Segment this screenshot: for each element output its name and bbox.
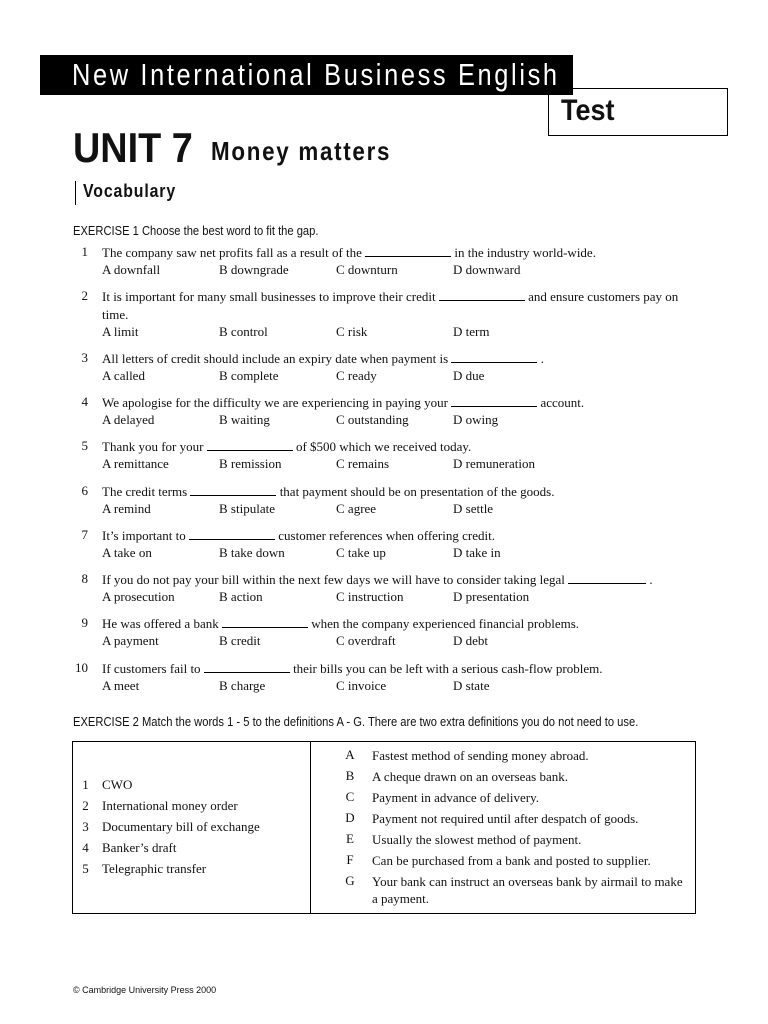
question-number: 9 [81, 615, 88, 630]
unit-title: Money matters [211, 136, 392, 166]
option-d[interactable]: D presentation [453, 589, 530, 604]
question-text: If you do not pay your bill within the next few days we will have to consider taking legal . [102, 572, 653, 587]
question-text: He was offered a bank when the company experienced financial problems. [102, 616, 580, 631]
option-b[interactable]: B action [219, 589, 263, 604]
test-label: Test [561, 94, 615, 127]
option-d[interactable]: D owing [453, 412, 499, 427]
question-text: It is important for many small businesses to improve their credit and ensure customers pay on time. [102, 289, 679, 322]
options [102, 262, 702, 278]
option-b[interactable]: B credit [219, 633, 261, 648]
word-item: 3 Documentary bill of exchange [82, 819, 260, 834]
option-a[interactable]: A take on [102, 545, 152, 560]
question-number: 5 [81, 438, 88, 453]
question-number: 1 [81, 244, 88, 259]
question-number: 7 [81, 527, 88, 542]
answer-blank[interactable] [207, 438, 293, 451]
answer-blank[interactable] [222, 615, 308, 628]
option-a[interactable]: A remittance [102, 456, 169, 471]
options [102, 456, 702, 472]
question-text: Thank you for your of $500 which we received today. [102, 439, 472, 454]
option-b[interactable]: B stipulate [219, 501, 275, 516]
answer-blank[interactable] [189, 527, 275, 540]
option-b[interactable]: B charge [219, 678, 266, 693]
section-heading [75, 181, 189, 205]
options [102, 589, 702, 605]
section-title: Vocabulary [83, 181, 177, 201]
option-c[interactable]: C invoice [336, 678, 387, 693]
option-c[interactable]: C risk [336, 324, 368, 339]
book-title: New International Business English [72, 57, 560, 92]
answer-blank[interactable] [568, 571, 646, 584]
unit-heading [73, 124, 392, 172]
question-number: 3 [81, 350, 88, 365]
option-c[interactable]: C instruction [336, 589, 404, 604]
option-b[interactable]: B waiting [219, 412, 270, 427]
question-number: 4 [81, 394, 88, 409]
answer-blank[interactable] [365, 244, 451, 257]
option-c[interactable]: C take up [336, 545, 386, 560]
option-a[interactable]: A meet [102, 678, 140, 693]
question-text: The credit terms that payment should be on presentation of the goods. [102, 484, 555, 499]
matching-table: 1 CWO 2 International money order 3 Documentary bill of exchange 4 Banker’s draft 5 Telegraphic transfer A Fastest method of sending money abroad. B A cheque drawn on an overseas bank. C Payment in advance of delivery. D Payment not required until after despatch of goods. E Usually the slowest method of payment. F Can be purchased from a bank and posted to supplier. G Your bank can instruct an overseas bank by airmail to make a payment. [72, 741, 696, 914]
option-d[interactable]: D term [453, 324, 490, 339]
options [102, 368, 702, 384]
word-item: 5 Telegraphic transfer [82, 861, 207, 876]
question-text: The company saw net profits fall as a result of the in the industry world-wide. [102, 245, 596, 260]
word-item: 2 International money order [82, 798, 238, 813]
options [102, 545, 702, 561]
exercise2-instruction: EXERCISE 2 Match the words 1 - 5 to the definitions A - G. There are two extra definitions you do not need to use. [73, 714, 639, 729]
word-item: 1 CWO [82, 777, 133, 792]
option-d[interactable]: D remuneration [453, 456, 535, 471]
option-a[interactable]: A called [102, 368, 145, 383]
option-c[interactable]: C agree [336, 501, 377, 516]
option-b[interactable]: B control [219, 324, 268, 339]
question-text: If customers fail to their bills you can be left with a serious cash-flow problem. [102, 661, 603, 676]
test-label-box [548, 88, 728, 136]
question-number: 10 [75, 660, 88, 675]
option-c[interactable]: C remains [336, 456, 390, 471]
option-c[interactable]: C overdraft [336, 633, 396, 648]
answer-blank[interactable] [439, 288, 525, 301]
option-b[interactable]: B downgrade [219, 262, 289, 277]
options [102, 678, 702, 694]
option-c[interactable]: C ready [336, 368, 377, 383]
question-number: 6 [81, 483, 88, 498]
option-c[interactable]: C downturn [336, 262, 398, 277]
option-d[interactable]: D downward [453, 262, 521, 277]
unit-number: UNIT 7 [73, 124, 193, 171]
option-b[interactable]: B remission [219, 456, 282, 471]
options [102, 324, 702, 340]
option-c[interactable]: C outstanding [336, 412, 409, 427]
option-d[interactable]: D take in [453, 545, 501, 560]
option-a[interactable]: A payment [102, 633, 159, 648]
title-banner [40, 55, 573, 95]
answer-blank[interactable] [190, 483, 276, 496]
question-number: 8 [81, 571, 88, 586]
option-d[interactable]: D due [453, 368, 485, 383]
options [102, 501, 702, 517]
question-number: 2 [81, 288, 88, 303]
options [102, 633, 702, 649]
option-a[interactable]: A remind [102, 501, 151, 516]
question-text: We apologise for the difficulty we are experiencing in paying your account. [102, 395, 585, 410]
option-a[interactable]: A delayed [102, 412, 155, 427]
option-d[interactable]: D state [453, 678, 490, 693]
answer-blank[interactable] [451, 394, 537, 407]
option-b[interactable]: B take down [219, 545, 285, 560]
option-a[interactable]: A limit [102, 324, 139, 339]
options [102, 412, 702, 428]
question-text: All letters of credit should include an expiry date when payment is . [102, 351, 544, 366]
question-text: It’s important to customer references when offering credit. [102, 528, 495, 543]
word-item: 4 Banker’s draft [82, 840, 177, 855]
option-a[interactable]: A prosecution [102, 589, 175, 604]
option-d[interactable]: D settle [453, 501, 494, 516]
option-d[interactable]: D debt [453, 633, 489, 648]
answer-blank[interactable] [204, 660, 290, 673]
copyright: © Cambridge University Press 2000 [73, 985, 217, 995]
option-b[interactable]: B complete [219, 368, 279, 383]
exercise1-instruction: EXERCISE 1 Choose the best word to fit the gap. [73, 223, 319, 238]
option-a[interactable]: A downfall [102, 262, 161, 277]
answer-blank[interactable] [451, 350, 537, 363]
